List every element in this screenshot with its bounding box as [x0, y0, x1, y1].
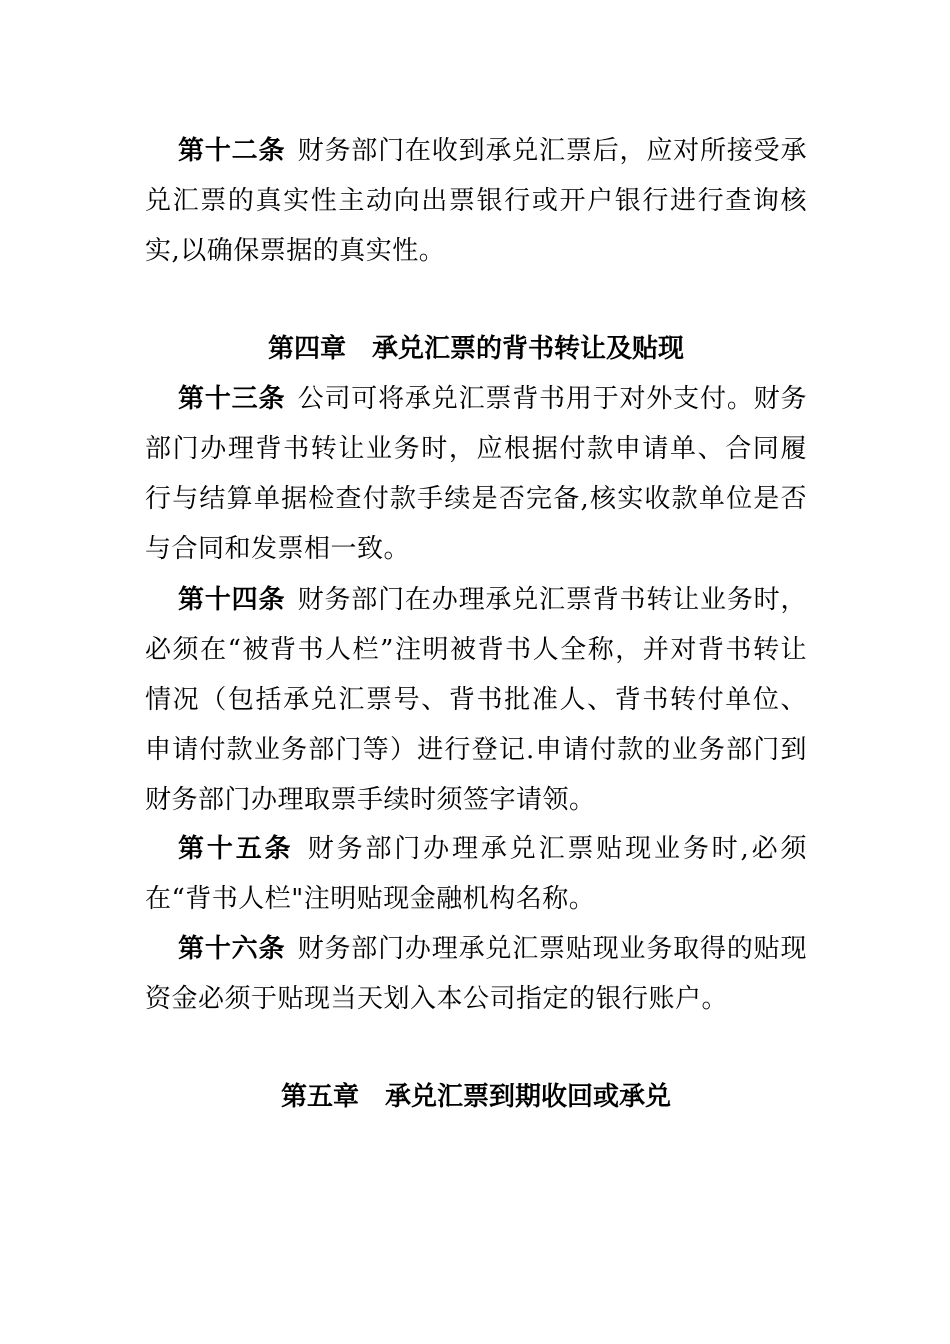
- article-16: [145, 924, 807, 1024]
- article-13-label: 第十三条: [178, 384, 286, 414]
- article-12: [145, 126, 807, 276]
- article-13-text: 公司可将承兑汇票背书用于对外支付。财务部门办理背书转让业务时，应根据付款申请单、合同履行与结算单据检查付款手续是否完备,核实收款单位是否与合同和发票相一致。: [145, 384, 807, 564]
- article-14-text: 财务部门在办理承兑汇票背书转让业务时，必须在“被背书人栏”注明被背书人全称，并对背书转让情况（包括承兑汇票号、背书批准人、背书转付单位、申请付款业务部门等）进行登记.申请付款的业务部门到财务部门办理取票手续时须签字请领。: [145, 585, 807, 815]
- article-14: [145, 575, 807, 825]
- article-13: [145, 374, 807, 574]
- chapter-5-title: 承兑汇票到期收回或承兑: [385, 1082, 672, 1112]
- article-14-label: 第十四条: [178, 585, 286, 615]
- article-16-label: 第十六条: [178, 934, 286, 964]
- chapter-4-number: 第四章: [267, 334, 346, 364]
- chapter-5-number: 第五章: [280, 1082, 359, 1112]
- article-12-label: 第十二条: [178, 136, 286, 166]
- chapter-4-title: 承兑汇票的背书转让及贴现: [372, 334, 685, 364]
- article-15: [145, 824, 807, 924]
- article-16-text: 财务部门办理承兑汇票贴现业务取得的贴现资金必须于贴现当天划入本公司指定的银行账户。: [145, 934, 807, 1014]
- article-12-text: 财务部门在收到承兑汇票后，应对所接受承兑汇票的真实性主动向出票银行或开户银行进行查询核实,以确保票据的真实性。: [145, 136, 807, 266]
- article-15-text: 财务部门办理承兑汇票贴现业务时,必须在“背书人栏"注明贴现金融机构名称。: [145, 834, 807, 914]
- chapter-4-heading: [145, 324, 807, 374]
- chapter-5-heading: [145, 1072, 807, 1122]
- article-15-label: 第十五条: [178, 834, 294, 864]
